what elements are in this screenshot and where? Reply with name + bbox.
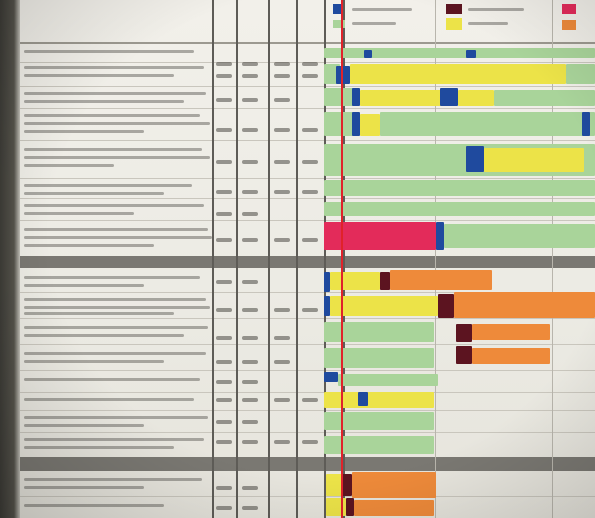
section-divider [20, 457, 595, 471]
today-marker-line [341, 0, 343, 518]
header-rule [20, 42, 595, 44]
schedule-sheet [20, 0, 595, 518]
section-divider [20, 256, 595, 268]
